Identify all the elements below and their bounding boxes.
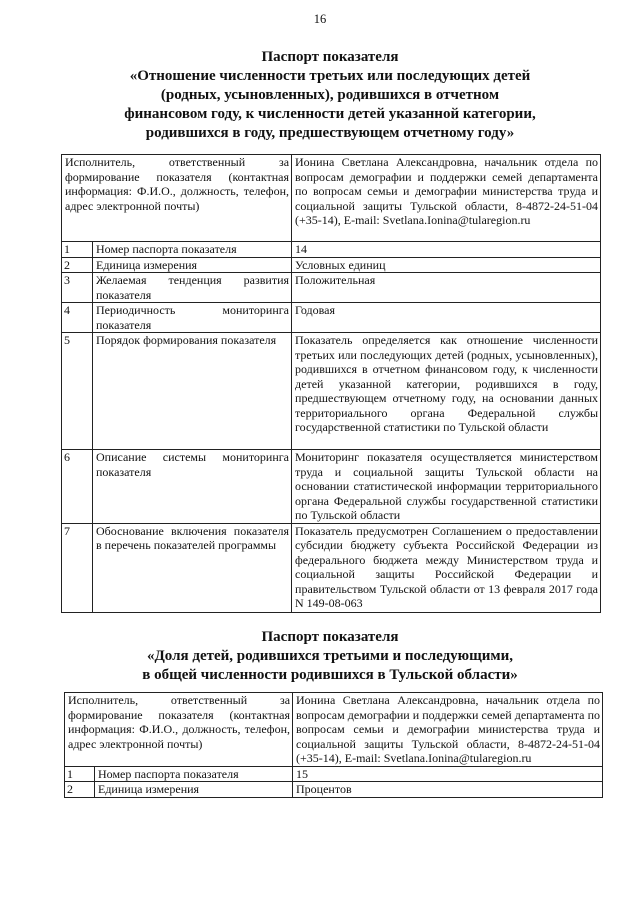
contact-row [65, 693, 603, 767]
row-label: Описание системы мониторинга показателя [93, 450, 292, 524]
table-row [62, 303, 601, 333]
row-number: 2 [62, 257, 93, 273]
row-label: Периодичность мониторинга показателя [93, 303, 292, 333]
contact-label: Исполнитель, ответственный за формирование показателя (контактная информация: Ф.И.О., должность, телефон, адрес электронной почты) [62, 155, 292, 242]
row-value: Показатель предусмотрен Соглашением о предоставлении субсидии бюджету субъекта Российской Федерации из федерального бюджета между Министерством труда и социальной защиты Российской Федерации и правительством Тульской области от 13 февраля 2017 года N 149-08-063 [292, 523, 601, 612]
page-number: 16 [313, 12, 327, 26]
row-label: Единица измерения [93, 257, 292, 273]
row-value: Мониторинг показателя осуществляется министерством труда и социальной защиты Тульской области на основании статистической информации территориального органа Федеральной службы государственной статистики по Тульской области [292, 450, 601, 524]
row-number: 1 [62, 242, 93, 258]
passport-1-title [60, 48, 600, 143]
row-number: 4 [62, 303, 93, 333]
passport-1-table [61, 154, 601, 613]
row-number: 2 [65, 782, 95, 798]
row-label: Номер паспорта показателя [93, 242, 292, 258]
row-label: Обоснование включения показателя в перечень показателей программы [93, 523, 292, 612]
row-value: 15 [293, 766, 603, 782]
row-number: 3 [62, 273, 93, 303]
contact-row [62, 155, 601, 242]
row-number: 1 [65, 766, 95, 782]
row-value: 14 [292, 242, 601, 258]
title-line: финансовом году, к численности детей указанной категории, [124, 106, 536, 122]
row-value: Процентов [293, 782, 603, 798]
contact-label: Исполнитель, ответственный за формирование показателя (контактная информация: Ф.И.О., должность, телефон, адрес электронной почты) [65, 693, 293, 767]
row-value: Показатель определяется как отношение численности третьих или последующих детей (родных, усыновленных), родившихся в отчетном финансовом году, к численности детей указанной категории, родившихся в году, предшествующем отчетному году, на основании данных территориального органа Федеральной службы государственной статистики по Тульской области [292, 333, 601, 450]
row-label: Номер паспорта показателя [95, 766, 293, 782]
passport-2-title [60, 628, 600, 685]
table-row [62, 273, 601, 303]
table-row [65, 766, 603, 782]
row-value: Условных единиц [292, 257, 601, 273]
title-line: «Доля детей, родившихся третьими и последующими, [146, 648, 514, 664]
passport-2-table [64, 692, 603, 798]
row-value: Годовая [292, 303, 601, 333]
row-number: 5 [62, 333, 93, 450]
title-line: родившихся в году, предшествующем отчетному году» [145, 125, 515, 141]
table-row [62, 333, 601, 450]
row-label: Желаемая тенденция развития показателя [93, 273, 292, 303]
row-label: Единица измерения [95, 782, 293, 798]
table-row [62, 450, 601, 524]
contact-value: Ионина Светлана Александровна, начальник отдела по вопросам демографии и поддержки семей департамента по вопросам семьи и демографии министерства труда и социальной защиты Тульской области, 8-4872-24-51-04 (+35-14), E-mail: Svetlana.Ionina@tularegion.ru [292, 155, 601, 242]
row-value: Положительная [292, 273, 601, 303]
table-row [62, 242, 601, 258]
table-row [62, 257, 601, 273]
row-number: 6 [62, 450, 93, 524]
title-line: Паспорт показателя [261, 49, 399, 65]
title-line: «Отношение численности третьих или последующих детей [129, 68, 531, 84]
title-line: в общей численности родившихся в Тульской области» [142, 667, 518, 683]
row-label: Порядок формирования показателя [93, 333, 292, 450]
row-number: 7 [62, 523, 93, 612]
table-row [62, 523, 601, 612]
title-line: (родных, усыновленных), родившихся в отчетном [160, 87, 500, 103]
title-line: Паспорт показателя [261, 629, 399, 645]
contact-value: Ионина Светлана Александровна, начальник отдела по вопросам демографии и поддержки семей департамента по вопросам семьи и демографии министерства труда и социальной защиты Тульской области, 8-4872-24-51-04 (+35-14), E-mail: Svetlana.Ionina@tularegion.ru [293, 693, 603, 767]
table-row [65, 782, 603, 798]
